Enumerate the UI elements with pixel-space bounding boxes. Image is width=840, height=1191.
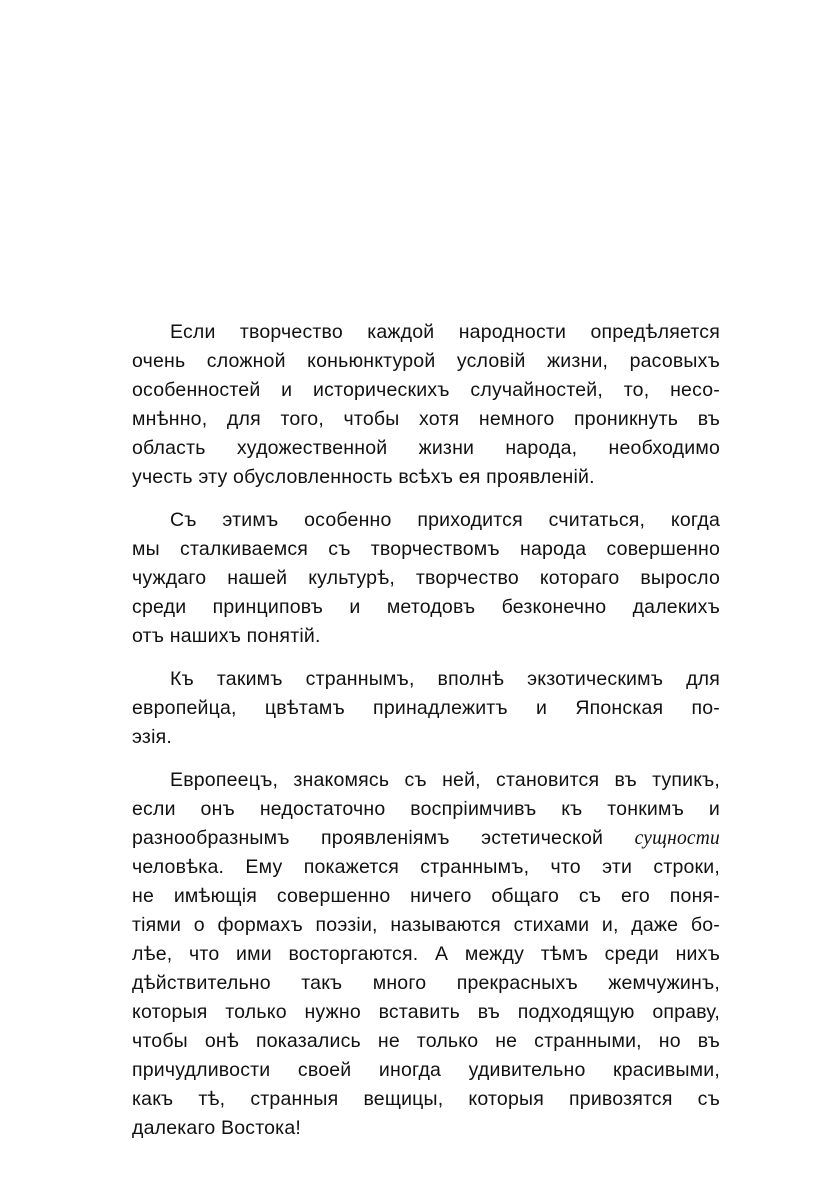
text-line: человѣка. Ему покажется страннымъ, что эти строки, — [132, 856, 720, 878]
text-line: среди принциповъ и методовъ безконечно далекихъ — [132, 596, 720, 618]
text-line: эзія. — [132, 726, 172, 748]
text-line: чтобы онѣ показались не только не странными, но въ — [132, 1030, 720, 1052]
text-line: особенностей и историческихъ случайностей, то, несо- — [132, 379, 720, 401]
text-line: мнѣнно, для того, чтобы хотя немного проникнуть въ — [132, 408, 720, 430]
text-block — [132, 318, 720, 1157]
text-line: если онъ недостаточно воспріимчивъ къ тонкимъ и — [132, 798, 720, 820]
text-line: не имѣющія совершенно ничего общаго съ его поня- — [132, 885, 720, 907]
text-line: европейца, цвѣтамъ принадлежитъ и Японская по- — [132, 697, 720, 719]
text-line: которыя только нужно вставить въ подходящую оправу, — [132, 1001, 720, 1023]
text-line: Къ такимъ страннымъ, вполнѣ экзотическимъ для — [170, 668, 720, 690]
text-line: отъ нашихъ понятій. — [132, 625, 321, 647]
text-line: чуждаго нашей культурѣ, творчество котораго выросло — [132, 567, 720, 589]
paragraph-1 — [132, 318, 720, 492]
italic-word: сущности — [634, 828, 720, 849]
text-segment: разнообразнымъ проявленіямъ эстетической — [132, 827, 604, 849]
text-line: мы сталкиваемся съ творчествомъ народа совершенно — [132, 538, 720, 560]
text-line: далекаго Востока! — [132, 1117, 301, 1139]
text-line: дѣйствительно такъ много прекрасныхъ жемчужинъ, — [132, 972, 720, 994]
text-line: Европеецъ, знакомясь съ ней, становится въ тупикъ, — [170, 769, 720, 791]
text-line: область художественной жизни народа, необходимо — [132, 437, 720, 459]
text-line: Если творчество каждой народности опредѣляется — [170, 321, 720, 343]
paragraph-3 — [132, 665, 720, 752]
text-line: тіями о формахъ поэзіи, называются стихами и, даже бо- — [132, 914, 720, 936]
text-line: лѣе, что ими восторгаются. А между тѣмъ среди нихъ — [132, 943, 720, 965]
text-line: причудливости своей иногда удивительно красивыми, — [132, 1059, 720, 1081]
text-line: очень сложной коньюнктурой условій жизни, расовыхъ — [132, 350, 720, 372]
text-line: Съ этимъ особенно приходится считаться, когда — [170, 509, 720, 531]
text-line-with-italic — [132, 824, 720, 853]
text-line: какъ тѣ, странныя вещицы, которыя привозятся съ — [132, 1088, 720, 1110]
text-line: учесть эту обусловленность всѣхъ ея проявленій. — [132, 466, 595, 488]
paragraph-4 — [132, 766, 720, 1143]
paragraph-2 — [132, 506, 720, 651]
